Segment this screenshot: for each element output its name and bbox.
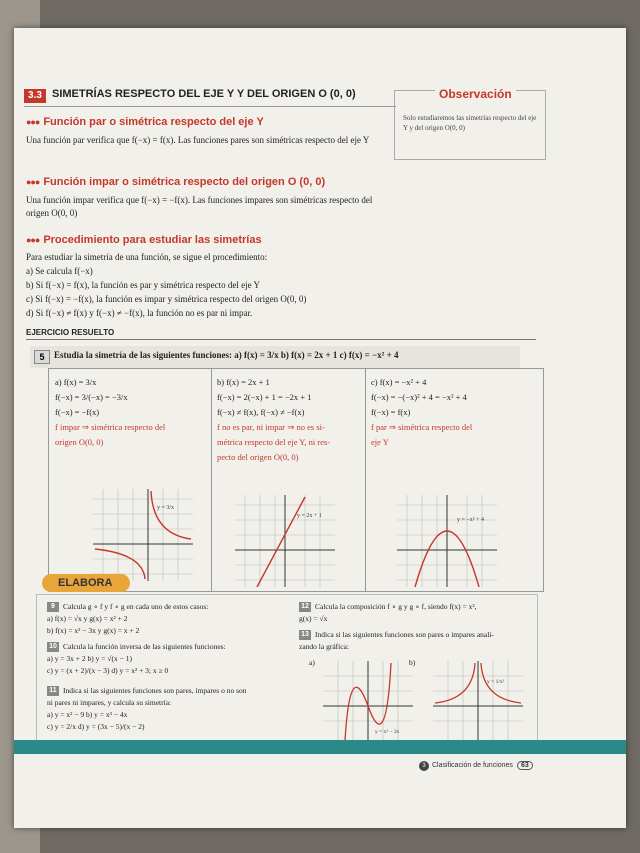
chapter-title: Clasificación de funciones (432, 762, 513, 769)
exercise-line: ni pares ni impares, y calcula su simetría: (47, 698, 172, 707)
exercise-line: g(x) = √x (299, 614, 328, 623)
chapter-number: 3 (419, 761, 429, 771)
exercise-13-a-label: a) (309, 658, 315, 667)
procedure-heading: ●●● Procedimiento para estudiar las simetrías (26, 234, 262, 246)
graph-label: y = x³ − 3x (375, 729, 400, 735)
solution-line: f(−x) = −(−x)² + 4 = −x² + 4 (371, 392, 467, 402)
solution-conclusion: eje Y (371, 437, 389, 447)
exercise-line: a) f(x) = √x y g(x) = x² + 2 (47, 614, 128, 623)
solution-line: f(−x) = 3/(−x) = −3/x (55, 392, 128, 402)
solution-line: a) f(x) = 3/x (55, 377, 97, 387)
exercise-13-b-label: b) (409, 658, 416, 667)
exercise-11: 11 Indica si las siguientes funciones son pares, impares o no son ni pares ni impares, y calcula su simetría: a) y = x² − 9 b) y = x³ − 4x c) y = 2/x d) y = (3x − 5)/(x − 2) (47, 685, 277, 733)
exercise-13: 13 Indica si las siguientes funciones son pares o impares anali- zando la gráfica: (299, 629, 529, 653)
procedure-step: c) Si f(−x) = −f(x), la función es impar y simétrica respecto del origen O(0, 0) (26, 294, 307, 304)
par-heading: ●●● Función par o simétrica respecto del eje Y (26, 116, 264, 128)
graph-a (93, 489, 193, 581)
bullet-icon: ●●● (26, 177, 40, 187)
graph-label: y = 2x + 1 (297, 513, 322, 519)
procedure-step: b) Si f(−x) = f(x), la función es par y simétrica respecto del eje Y (26, 280, 260, 290)
exercise-number: 9 (47, 602, 59, 612)
observation-box (394, 87, 546, 160)
exercise-line: c) y = (x + 2)/(x − 3) d) y = x² + 3; x ≥ 0 (47, 666, 169, 675)
bullet-icon: ●●● (26, 117, 40, 127)
procedure-step: d) Si f(−x) ≠ f(x) y f(−x) ≠ −f(x), la función no es par ni impar. (26, 308, 253, 318)
graph-b (235, 495, 335, 587)
exercise-9: 9 Calcula g ∘ f y f ∘ g en cada uno de estos casos: a) f(x) = √x y g(x) = x² + 2 b) f(x) = x² − 3x y g(x) = x + 2 (47, 601, 277, 637)
exercise-number: 11 (47, 686, 59, 696)
solution-line: f(−x) ≠ f(x), f(−x) ≠ −f(x) (217, 407, 305, 417)
solution-line: f(−x) = −f(x) (55, 407, 100, 417)
graph-label: y = 1/x² (487, 679, 505, 685)
impar-text: Una función impar verifica que f(−x) = −f(x). Las funciones impares son simétricas respecto del origen O(0, 0) (26, 195, 373, 218)
solution-conclusion: pecto del origen O(0, 0) (217, 452, 299, 462)
section-title: SIMETRÍAS RESPECTO DEL EJE Y Y DEL ORIGEN O (0, 0) (52, 88, 356, 100)
exercise-line: a) y = 3x + 2 b) y = √(x − 1) (47, 654, 132, 663)
graph-13b (433, 661, 523, 741)
exercise-number: 12 (299, 602, 311, 612)
graph-label: y = −x² + 4 (457, 517, 484, 523)
exercises-box (36, 594, 538, 746)
solution-conclusion: f no es par, ni impar ⇒ no es si- (217, 422, 325, 432)
solution-conclusion: f impar ⇒ simétrica respecto del (55, 422, 166, 432)
page-footer (419, 761, 533, 771)
section-number: 3.3 (24, 89, 46, 103)
bullet-icon: ●●● (26, 235, 40, 245)
exercise-label: EJERCICIO RESUELTO (26, 328, 115, 337)
observation-text: Solo estudiaremos las simetrías respecto del eje Y y del origen O(0, 0) (403, 114, 537, 132)
textbook-page (14, 28, 626, 828)
exercise-statement: Estudia la simetría de las siguientes funciones: a) f(x) = 3/x b) f(x) = 2x + 1 c) f(x) = −x² + 4 (54, 350, 399, 360)
solution-conclusion: origen O(0, 0) (55, 437, 104, 447)
par-text: Una función par verifica que f(−x) = f(x). Las funciones pares son simétricas respecto del eje Y (26, 135, 370, 145)
elabora-badge: ELABORA (42, 574, 130, 592)
solution-conclusion: f par ⇒ simétrica respecto del (371, 422, 473, 432)
exercise-number: 13 (299, 630, 311, 640)
section-header (24, 88, 396, 107)
divider (26, 339, 536, 340)
graph-label: y = 3/x (157, 505, 175, 511)
exercise-10: 10 Calcula la función inversa de las siguientes funciones: a) y = 3x + 2 b) y = √(x − 1) c) y = (x + 2)/(x − 3) d) y = x² + 3; x ≥ 0 (47, 641, 277, 677)
exercise-number: 5 (34, 350, 50, 364)
solution-line: c) f(x) = −x² + 4 (371, 377, 427, 387)
procedure-list (26, 250, 386, 320)
graph-13a (323, 661, 413, 741)
solution-line: b) f(x) = 2x + 1 (217, 377, 270, 387)
exercise-line: a) y = x² − 9 b) y = x³ − 4x (47, 710, 128, 719)
solutions-box (48, 368, 544, 592)
solution-line: f(−x) = f(x) (371, 407, 411, 417)
graph-c (397, 495, 497, 587)
solution-line: f(−x) = 2(−x) + 1 = −2x + 1 (217, 392, 312, 402)
procedure-intro: Para estudiar la simetría de una función, se sigue el procedimiento: (26, 252, 268, 262)
solution-a (49, 369, 212, 591)
exercise-12: 12 Calcula la composición f ∘ g y g ∘ f, siendo f(x) = x², g(x) = √x (299, 601, 529, 625)
page-number: 63 (517, 761, 533, 770)
observation-title: Observación (435, 87, 516, 101)
solution-b (211, 369, 366, 591)
teal-band (14, 740, 626, 754)
exercise-number: 10 (47, 642, 59, 652)
procedure-step: a) Se calcula f(−x) (26, 266, 93, 276)
exercise-line: b) f(x) = x² − 3x y g(x) = x + 2 (47, 626, 140, 635)
exercise-line: zando la gráfica: (299, 642, 349, 651)
exercise-statement-bar (30, 346, 520, 368)
solution-conclusion: métrica respecto del eje Y, ni res- (217, 437, 331, 447)
impar-heading: ●●● Función impar o simétrica respecto del origen O (0, 0) (26, 176, 326, 188)
exercise-line: c) y = 2/x d) y = (3x − 5)/(x − 2) (47, 722, 145, 731)
solution-c (365, 369, 543, 591)
